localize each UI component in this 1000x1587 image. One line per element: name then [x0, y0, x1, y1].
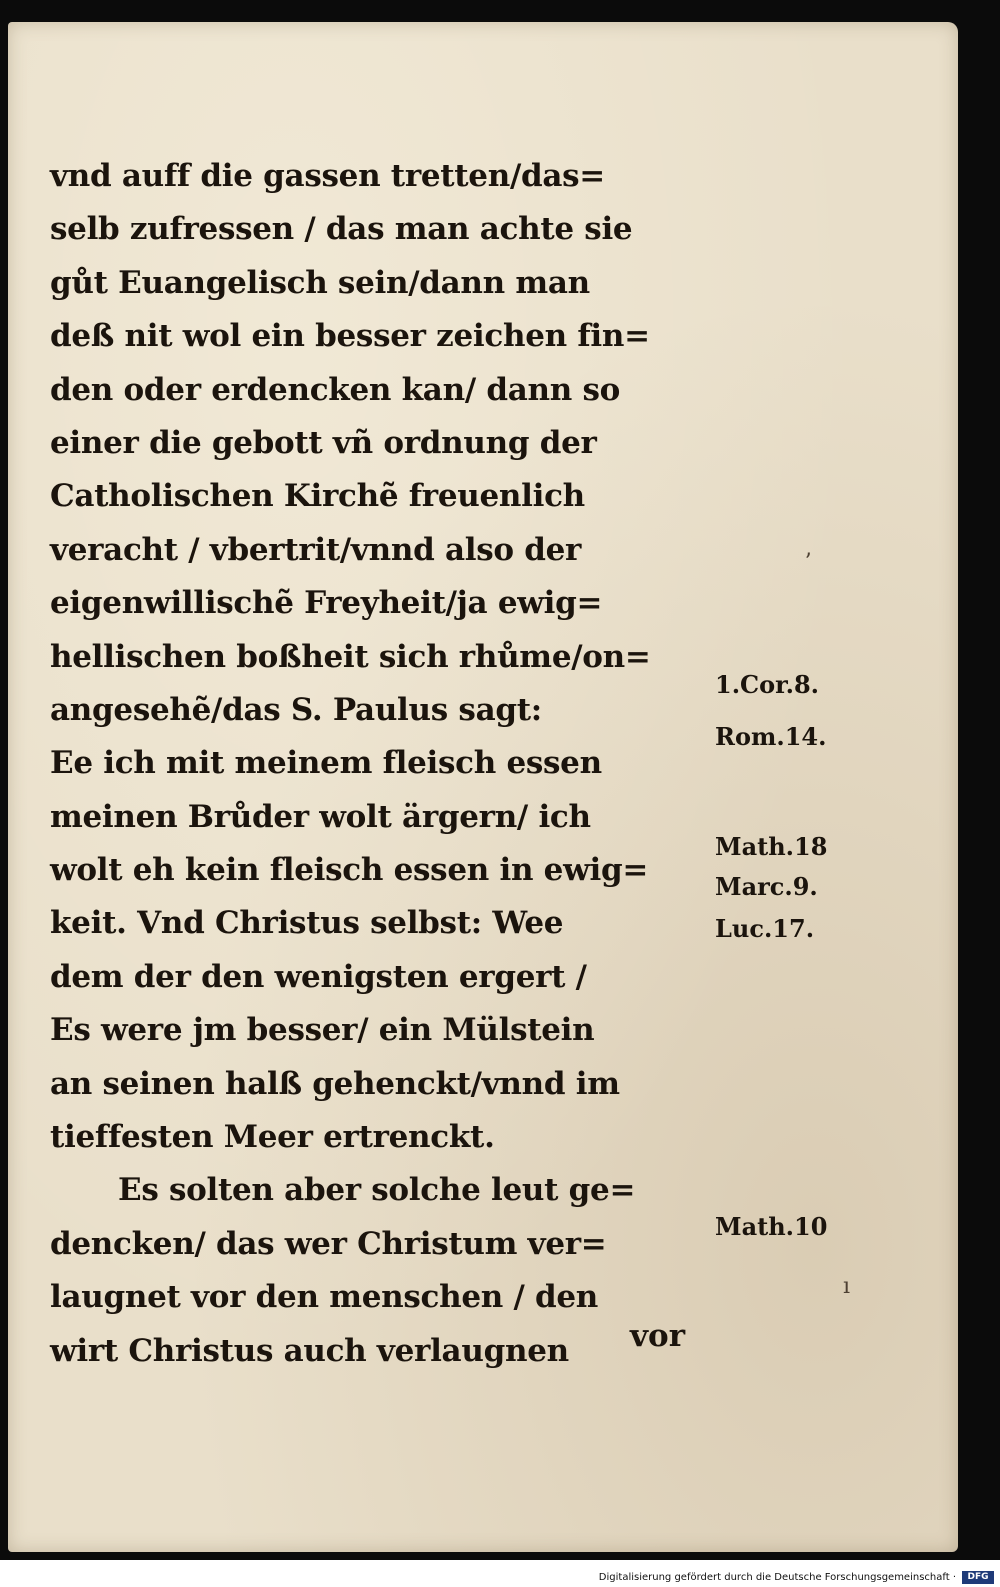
body-text — [50, 150, 700, 1378]
text-line: einer die gebott vñ ordnung der — [50, 424, 597, 461]
text-line: veracht / vbertrit/vnnd also der — [50, 531, 582, 568]
text-line: hellischen boßheit sich rhůme/on= — [50, 638, 651, 675]
margin-note: Math.18 — [715, 832, 828, 861]
text-line: tieffesten Meer ertrenckt. — [50, 1119, 495, 1156]
ink-speck: ʼ — [804, 550, 811, 575]
text-line: gůt Euangelisch sein/dann man — [50, 264, 590, 301]
funding-credit: Digitalisierung gefördert durch die Deutsche Forschungsgemeinschaft · — [598, 1572, 956, 1583]
text-line: angesehẽ/das S. Paulus sagt: — [50, 691, 542, 728]
margin-note: 1.Cor.8. — [715, 670, 820, 699]
book-page — [8, 22, 958, 1552]
footer-bar — [0, 1568, 1000, 1587]
text-line: keit. Vnd Christus selbst: Wee — [50, 905, 564, 942]
text-line: dencken/ das wer Christum ver= — [50, 1225, 607, 1262]
margin-note: Rom.14. — [715, 722, 827, 751]
text-line: dem der den wenigsten ergert / — [50, 958, 587, 995]
text-line: selb zufressen / das man achte sie — [50, 211, 633, 248]
catchword: vor — [630, 1318, 686, 1354]
text-line: wirt Christus auch verlaugnen — [50, 1332, 569, 1369]
text-line-paragraph-start: Es solten aber solche leut ge= — [118, 1172, 636, 1209]
text-line: an seinen halß gehenckt/vnnd im — [50, 1065, 620, 1102]
text-line: wolt eh kein fleisch essen in ewig= — [50, 852, 649, 889]
text-line: laugnet vor den menschen / den — [50, 1279, 599, 1316]
text-line: deß nit wol ein besser zeichen fin= — [50, 318, 650, 355]
text-line: Ee ich mit meinem fleisch essen — [50, 745, 602, 782]
text-line: Catholischen Kirchẽ freuenlich — [50, 478, 585, 515]
text-line: den oder erdencken kan/ dann so — [50, 371, 621, 408]
text-line: eigenwillischẽ Freyheit/ja ewig= — [50, 585, 603, 622]
margin-note: Marc.9. — [715, 872, 818, 901]
ink-speck: ı — [843, 1274, 851, 1299]
dfg-logo: DFG — [962, 1571, 994, 1584]
text-line: Es were jm besser/ ein Mülstein — [50, 1012, 595, 1049]
margin-note: Luc.17. — [715, 914, 815, 943]
text-line: vnd auff die gassen tretten/das= — [50, 158, 605, 194]
margin-note: Math.10 — [715, 1212, 828, 1241]
text-line: meinen Brůder wolt ärgern/ ich — [50, 798, 591, 835]
